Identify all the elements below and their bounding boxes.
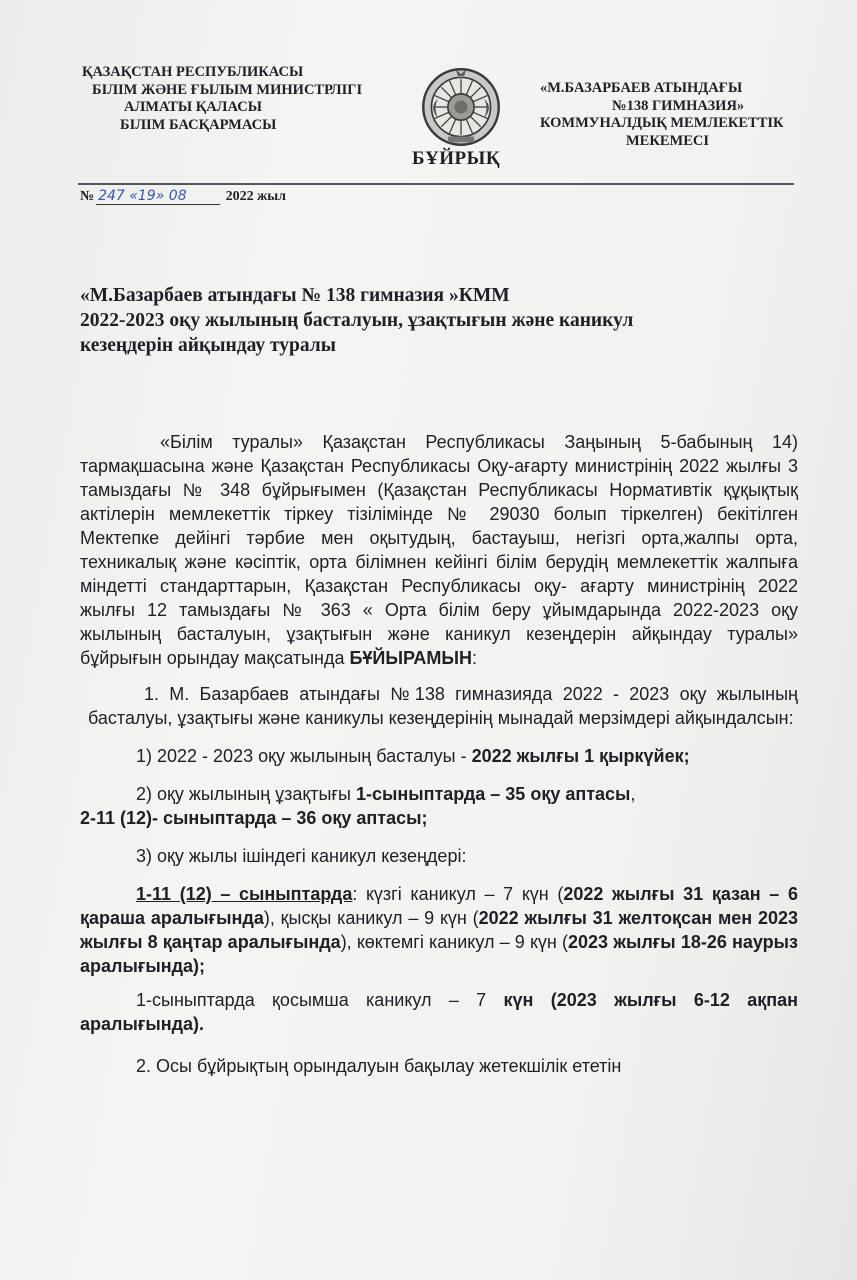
header-right-line: КОММУНАЛДЫҚ МЕМЛЕКЕТТІК — [540, 115, 784, 131]
document-title — [80, 283, 800, 358]
sub5-bold: күн (2023 жылғы 6-12 ақпан аралығында). — [80, 990, 798, 1034]
sub4-classes: 1-11 (12) – сыныптарда — [136, 884, 353, 904]
item-1-sub-3: 3) оқу жылы ішіндегі каникул кезеңдері: — [136, 846, 467, 866]
title-line: кезеңдерін айқындау туралы — [80, 335, 336, 356]
sub2-text: 2) оқу жылының ұзақтығы — [136, 784, 356, 804]
item-1-sub-4 — [80, 882, 798, 978]
document-body — [80, 430, 798, 1078]
header-right-block — [540, 80, 820, 150]
sub2-bold-1: 1-сыныптарда – 35 оқу аптасы — [355, 784, 631, 804]
item-1-sub-5 — [80, 988, 798, 1036]
sub1-text: 1) 2022 - 2023 оқу жылының басталуы - — [136, 746, 472, 766]
header-right-line: МЕКЕМЕСІ — [626, 132, 710, 149]
state-emblem-icon — [420, 66, 502, 148]
sub4-b1: 2022 жылғы 31 қазан – 6 қараша аралығында — [80, 884, 798, 928]
item-1: 1. М. Базарбаев атындағы №138 гимназияда 2022 - 2023 оқу жылының басталуы, ұзақтығы және каникулы кезеңдерінің мынадай мерзімдері айқындалсын: — [88, 684, 798, 728]
header-divider — [78, 183, 794, 185]
order-heading: БҰЙРЫҚ — [412, 148, 501, 169]
sub4-t1: : күзгі каникул – 7 күн ( — [352, 884, 564, 904]
order-number-prefix: № — [80, 189, 95, 204]
item-2: 2. Осы бұйрықтың орындалуын бақылау жетекшілік ететін — [136, 1056, 622, 1076]
intro-order-word: БҰЙЫРАМЫН — [349, 648, 473, 668]
intro-end: : — [472, 648, 478, 668]
item-1-sub-2 — [80, 782, 798, 830]
sub4-b2: 2022 жылғы 31 желтоқсан мен 2023 жылғы 8 қаңтар аралығында — [80, 908, 798, 952]
sub5-text: 1-сыныптарда қосымша каникул – 7 — [136, 990, 504, 1010]
sub4-t2: ), қысқы каникул – 9 күн ( — [263, 908, 479, 928]
order-number-line — [80, 188, 286, 205]
sub2-comma: , — [630, 784, 636, 804]
header-left-line: БІЛІМ ЖӘНЕ ҒЫЛЫМ МИНИСТРЛІГІ — [92, 81, 363, 98]
intro-text: «Білім туралы» Қазақстан Республикасы Заңының 5-бабының 14) тармақшасына және Қазақстан Республикасы Оқу-ағарту министрінің 2022 жылғы 3 тамыздағы № 348 бұйрығымен (Қазақстан Республикасы Нормативтік құқықтық актілерін мемлекеттік тіркеу тізілімінде № 29030 болып тіркелген) бекітілген Мектепке дейінгі тәрбие мен оқытудың, бастауыш, негізгі орта,жалпы орта, техникалық және кәсіптік, орта білімнен кейінгі білім берудің мемлекеттік жалпыға міндетті стандарттарын, Қазақстан Республикасы оқу- ағарту министрінің 2022 жылғы 12 тамыздағы № 363 « Орта білім беру ұйымдарында 2022-2023 оқу жылының басталуын, ұзақтығын және каникул кезеңдерін айқындау туралы» бұйрығын орындау мақсатында — [80, 432, 798, 668]
header-right-line: «М.БАЗАРБАЕВ АТЫНДАҒЫ — [540, 80, 743, 96]
intro-paragraph — [80, 430, 798, 670]
header-right-line: №138 ГИМНАЗИЯ» — [612, 97, 745, 114]
sub1-bold: 2022 жылғы 1 қыркүйек; — [471, 746, 690, 766]
header-left-line: АЛМАТЫ ҚАЛАСЫ — [124, 99, 262, 115]
header-left-line: ҚАЗАҚСТАН РЕСПУБЛИКАСЫ — [82, 64, 304, 80]
handwritten-order-number: 247 «19» 08 — [96, 188, 220, 205]
sub4-b3: 2023 жылғы 18-26 наурыз аралығында); — [80, 932, 798, 976]
header-left-block — [82, 64, 412, 134]
item-1-sub-1 — [80, 744, 798, 768]
title-line: 2022-2023 оқу жылының басталуын, ұзақтығын және каникул — [80, 310, 634, 331]
header-left-line: БІЛІМ БАСҚАРМАСЫ — [120, 116, 277, 133]
sub4-t3: ), көктемгі каникул – 9 күн ( — [340, 932, 568, 952]
sub2-bold-2: 2-11 (12)- сыныптарда – 36 оқу аптасы; — [80, 808, 428, 828]
title-line: «М.Базарбаев атындағы № 138 гимназия »КММ — [80, 285, 510, 306]
order-year: 2022 жыл — [225, 189, 287, 204]
